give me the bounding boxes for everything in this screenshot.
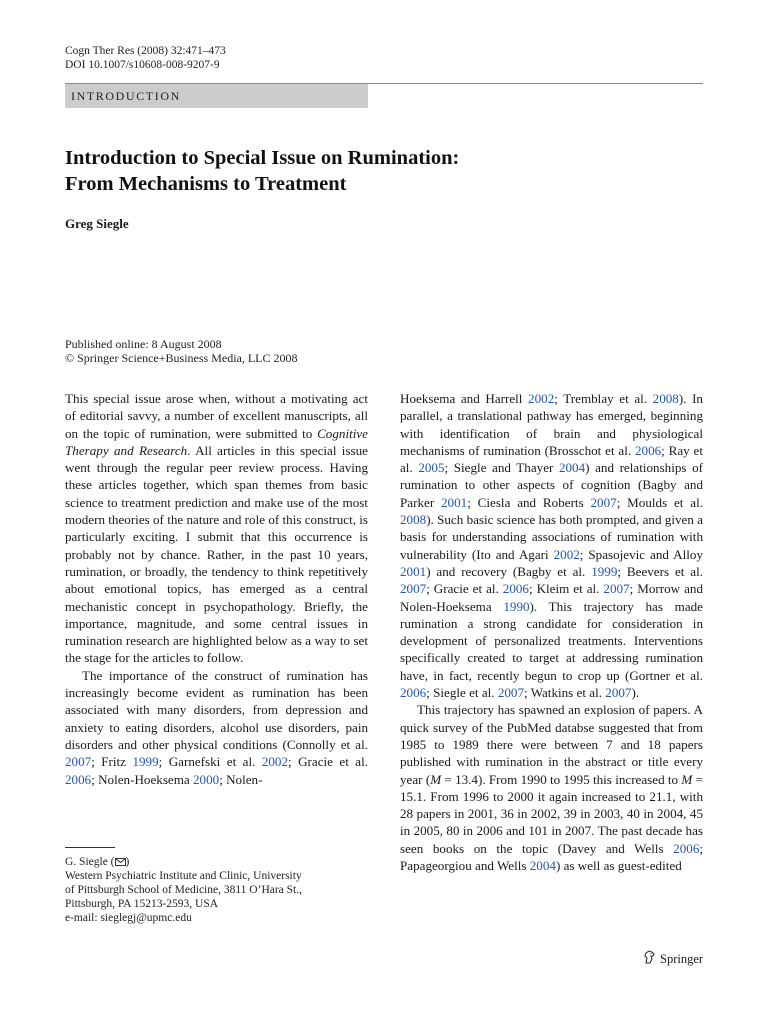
body-text: ; Gracie et al.	[288, 754, 369, 770]
citation-link[interactable]: 1999	[132, 754, 159, 770]
body-text: This trajectory has spawned an explosion of papers. A quick survey of the PubMed databse suggested that from 1985 to 1989 there were between 7 and 18 papers published with rumination in the abstract or title every year (	[400, 702, 703, 787]
citation-link[interactable]: 2008	[400, 512, 427, 528]
body-text: ; Ciesla and Roberts	[467, 494, 591, 510]
body-text: ). Such basic science has both prompted, and given a basis for understanding associations of rumination with vulnerability (Ito and Agari	[400, 512, 703, 562]
footnote-email: e-mail: sieglegj@upmc.edu	[65, 912, 192, 924]
body-text: ; Nolen-	[219, 771, 263, 787]
body-text: ; Ray et al.	[400, 442, 703, 476]
body-text: ; Watkins et al.	[524, 685, 606, 701]
citation-link[interactable]: 2007	[590, 494, 617, 510]
body-text: ; Kleim et al.	[528, 581, 604, 597]
body-text: This special issue arose when, without a motivating act of editorial savvy, a number of excellent manuscripts, all on the topic of rumination, were submitted to	[65, 391, 368, 441]
body-text: ; Tremblay et al.	[554, 391, 653, 406]
body-text: . All articles in this special issue went through the regular peer review process. Having these articles together, which span themes from basic science to treatment prediction and make use of the most modern theories of the nature and role of this construct, is particularly exciting. I submit that this occurrence is probably not by chance. Rather, in the past 10 years, rumination, or broadly, the tendency to think repetitively about emotional topics, has emerged as a central mechanistic concept in psychopathology. Briefly, the importance, magnitude, and some central issues in rumination research are highlighted below as a way to set the stage for the articles to follow.	[65, 442, 368, 666]
citation-link[interactable]: 2007	[400, 581, 427, 597]
body-text: ; Gracie et al.	[426, 581, 503, 597]
body-text: ) as well as guest-edited	[555, 858, 682, 874]
body-text: ; Garnefski et al.	[158, 754, 262, 770]
body-text: ).	[631, 685, 640, 701]
body-text: ; Nolen-Hoeksema	[91, 771, 193, 787]
body-text: ). In parallel, a translational pathway has emerged, beginning with identification of brain and physiological mechanisms of rumination (Brosschot et al.	[400, 391, 703, 458]
citation-link[interactable]: 1990	[503, 598, 530, 614]
paragraph	[400, 390, 703, 701]
published-date: Published online: 8 August 2008	[65, 337, 222, 351]
publisher-footer	[643, 950, 703, 968]
body-text: ; Moulds et al.	[616, 494, 703, 510]
body-text: The importance of the construct of rumination has increasingly become evident as rumination has been associated with many disorders, from depression and anxiety to eating disorders, alcohol use disorders, pain disorders and other physical conditions (Connolly et al.	[65, 667, 368, 752]
paragraph	[65, 667, 368, 788]
italic-text: M	[681, 771, 693, 787]
doi: DOI 10.1007/s10608-008-9207-9	[65, 59, 220, 71]
journal-citation: Cogn Ther Res (2008) 32:471–473	[65, 45, 226, 57]
author-name: Greg Siegle	[65, 216, 129, 231]
citation-link[interactable]: 2004	[529, 858, 556, 874]
body-text: ; Morrow and Nolen-Hoeksema	[400, 581, 703, 614]
body-text: ; Siegle et al.	[426, 685, 498, 701]
citation-link[interactable]: 2007	[65, 754, 92, 770]
citation-link[interactable]: 2002	[261, 754, 288, 770]
paragraph	[65, 390, 368, 667]
footnote-name-line	[65, 855, 302, 869]
footnote-address: Pittsburgh, PA 15213-2593, USA	[65, 898, 219, 910]
article-title	[65, 145, 685, 197]
citation-link[interactable]: 2006	[502, 581, 529, 597]
body-text: ; Fritz	[91, 754, 133, 770]
title-line-2: From Mechanisms to Treatment	[65, 173, 347, 195]
author-footnote	[65, 855, 302, 925]
italic-text: M	[430, 771, 442, 787]
body-text: ) and recovery (Bagby et al.	[426, 563, 592, 579]
citation-link[interactable]: 2008	[652, 391, 679, 406]
footnote-affiliation-1: Western Psychiatric Institute and Clinic, University	[65, 870, 302, 882]
body-text: ; Beevers et al.	[617, 563, 703, 579]
right-column	[400, 390, 703, 874]
citation-link[interactable]: 2007	[605, 685, 632, 701]
left-column	[65, 390, 368, 788]
body-text: ) and relationships of rumination to other aspects of cognition (Bagby and Parker	[400, 460, 703, 510]
citation-link[interactable]: 2001	[441, 494, 468, 510]
body-text: ). This trajectory has made rumination a strong candidate for consideration in development of personalized treatments. Interventions specifically created to target at addressing rumination have, in fact, recently begun to crop up (Gortner et al.	[400, 598, 703, 683]
citation-link[interactable]: 2002	[528, 391, 555, 406]
title-line-1: Introduction to Special Issue on Rumination:	[65, 147, 460, 169]
copyright-line: © Springer Science+Business Media, LLC 2008	[65, 351, 298, 365]
citation-link[interactable]: 2002	[553, 546, 580, 562]
citation-link[interactable]: 2007	[603, 581, 630, 597]
italic-text: Cognitive Therapy and Research	[65, 425, 368, 458]
citation-link[interactable]: 2001	[400, 563, 427, 579]
footnote-affiliation-2: of Pittsburgh School of Medicine, 3811 O’Hara St.,	[65, 884, 303, 896]
citation-link[interactable]: 2006	[400, 685, 427, 701]
citation-link[interactable]: 2006	[65, 771, 92, 787]
publisher-name: Springer	[660, 951, 704, 966]
body-text: Hoeksema and Harrell	[400, 391, 529, 406]
body-text: = 13.4). From 1990 to 1995 this increased to	[441, 771, 682, 787]
springer-horse-logo-icon	[643, 950, 656, 968]
citation-link[interactable]: 2006	[634, 442, 662, 458]
section-label: INTRODUCTION	[65, 84, 368, 108]
paragraph	[400, 701, 703, 874]
citation-link[interactable]: 2007	[497, 685, 525, 701]
citation-link[interactable]: 1999	[591, 563, 618, 579]
footnote-name-close: )	[125, 856, 130, 868]
citation-link[interactable]: 2006	[673, 840, 700, 856]
citation-link[interactable]: 2005	[418, 460, 445, 476]
body-text: = 15.1. From 1996 to 2000 it again increased to 21.1, with 28 papers in 2001, 36 in 2002, 39 in 2003, 40 in 2004, 45 in 2005, 80 in 2006 and 101 in 2007. The past decade has seen books on the topic (Davey and Wells	[400, 771, 703, 856]
body-text: ; Siegle and Thayer	[444, 460, 559, 476]
footnote-name: G. Siegle (	[65, 856, 115, 868]
citation-link[interactable]: 2000	[193, 771, 220, 787]
envelope-icon	[115, 856, 126, 868]
citation-link[interactable]: 2004	[558, 460, 586, 476]
footnote-rule	[65, 847, 115, 848]
body-text: ; Spasojevic and Alloy	[579, 546, 703, 562]
body-text: ; Papageorgiou and Wells	[400, 840, 703, 874]
